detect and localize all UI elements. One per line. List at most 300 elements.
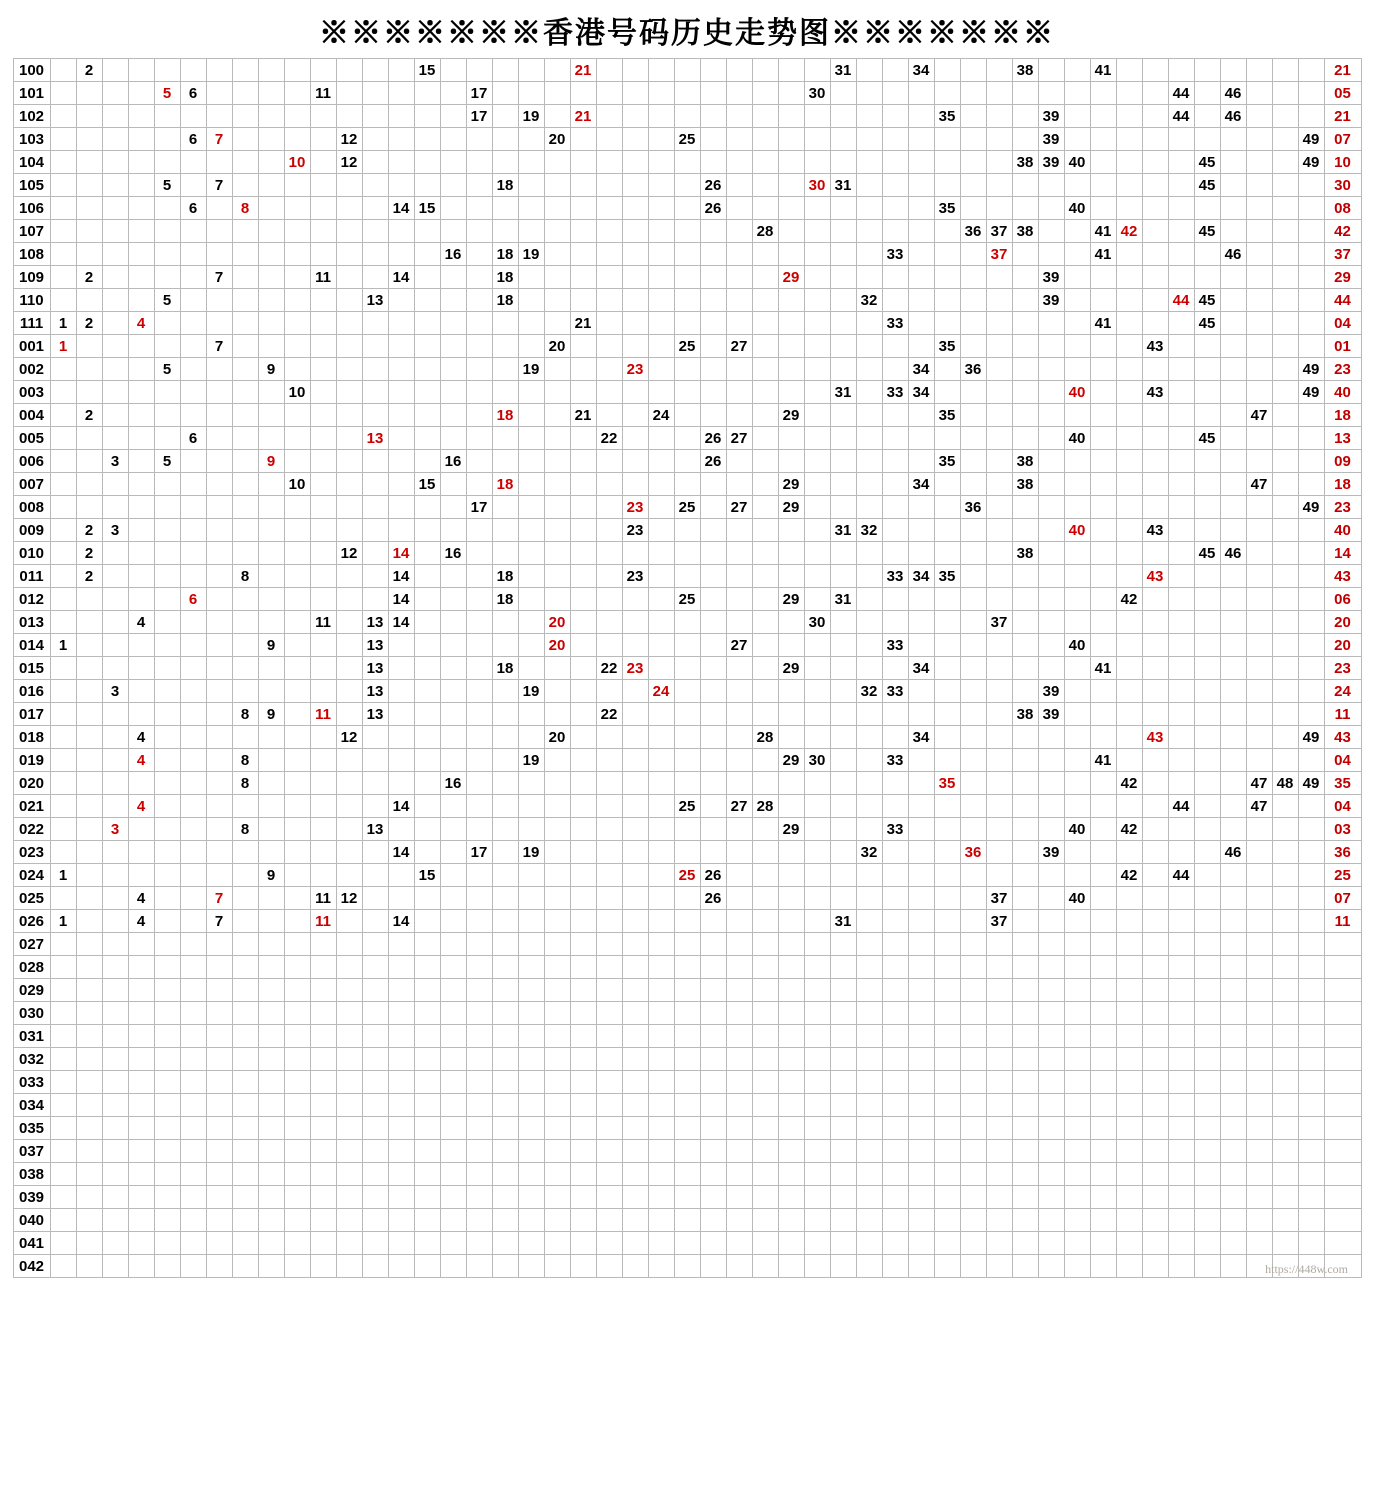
- row-result-value: 11: [1324, 703, 1361, 726]
- number-cell: [544, 887, 570, 910]
- number-cell: [492, 1002, 518, 1025]
- number-cell: [1090, 703, 1116, 726]
- number-cell: [1012, 588, 1038, 611]
- number-cell: [362, 105, 388, 128]
- row-period-label: 105: [13, 174, 50, 197]
- number-cell: [1116, 795, 1142, 818]
- number-cell: [1038, 404, 1064, 427]
- number-cell: [544, 1232, 570, 1255]
- number-cell: [804, 841, 830, 864]
- number-cell: [1142, 197, 1168, 220]
- row-result-value: 23: [1324, 496, 1361, 519]
- number-cell: [622, 749, 648, 772]
- number-cell: [596, 519, 622, 542]
- table-row: [13, 358, 1361, 381]
- number-cell: [284, 818, 310, 841]
- number-cell: [674, 381, 700, 404]
- number-cell: [180, 749, 206, 772]
- number-cell: [648, 174, 674, 197]
- number-cell: [1012, 335, 1038, 358]
- number-cell: [1298, 887, 1324, 910]
- number-cell: [414, 1048, 440, 1071]
- number-cell: [622, 864, 648, 887]
- row-result-value: [1324, 1071, 1361, 1094]
- number-cell: [206, 1163, 232, 1186]
- number-cell: [180, 519, 206, 542]
- number-cell: [674, 979, 700, 1002]
- number-cell: [1168, 772, 1194, 795]
- number-cell: [440, 565, 466, 588]
- number-cell: [128, 243, 154, 266]
- row-period-label: 022: [13, 818, 50, 841]
- number-cell: [1220, 588, 1246, 611]
- number-cell: [206, 565, 232, 588]
- number-cell: [1298, 795, 1324, 818]
- number-cell: [440, 519, 466, 542]
- number-cell: [362, 1232, 388, 1255]
- number-cell: [1116, 1140, 1142, 1163]
- number-cell: [960, 588, 986, 611]
- number-cell-marked: 8: [232, 703, 258, 726]
- number-cell: [570, 657, 596, 680]
- number-cell-marked: 21: [570, 105, 596, 128]
- number-cell: [76, 772, 102, 795]
- number-cell: [232, 726, 258, 749]
- number-cell: [1168, 59, 1194, 82]
- number-cell: [804, 197, 830, 220]
- number-cell: [674, 404, 700, 427]
- number-cell: [206, 1209, 232, 1232]
- number-cell: [570, 772, 596, 795]
- number-cell: [128, 266, 154, 289]
- number-cell: [50, 565, 76, 588]
- number-cell: [570, 381, 596, 404]
- number-cell: [1298, 657, 1324, 680]
- number-cell: [674, 680, 700, 703]
- number-cell: [362, 956, 388, 979]
- number-cell: [1246, 243, 1272, 266]
- number-cell: [1090, 795, 1116, 818]
- number-cell: [284, 772, 310, 795]
- number-cell: [544, 818, 570, 841]
- number-cell: [1142, 243, 1168, 266]
- number-cell: [804, 795, 830, 818]
- number-cell: [1090, 841, 1116, 864]
- number-cell-marked: 1: [50, 634, 76, 657]
- table-row: [13, 864, 1361, 887]
- number-cell: [804, 1255, 830, 1278]
- number-cell: [1168, 381, 1194, 404]
- number-cell-marked: 19: [518, 358, 544, 381]
- number-cell: [180, 818, 206, 841]
- number-cell: [284, 243, 310, 266]
- number-cell: [726, 887, 752, 910]
- number-cell: [336, 841, 362, 864]
- number-cell: [258, 473, 284, 496]
- number-cell: [518, 404, 544, 427]
- number-cell-marked: 44: [1168, 82, 1194, 105]
- number-cell: [388, 450, 414, 473]
- number-cell: [258, 657, 284, 680]
- number-cell: [50, 404, 76, 427]
- number-cell: [752, 680, 778, 703]
- number-cell: [76, 473, 102, 496]
- number-cell-marked: 49: [1298, 151, 1324, 174]
- number-cell: [1220, 1255, 1246, 1278]
- number-cell: [128, 1232, 154, 1255]
- number-cell: [908, 1048, 934, 1071]
- number-cell-marked: 20: [544, 611, 570, 634]
- number-cell: [440, 979, 466, 1002]
- number-cell: [440, 1094, 466, 1117]
- number-cell: [492, 1140, 518, 1163]
- number-cell: [414, 1094, 440, 1117]
- number-cell: [154, 1025, 180, 1048]
- number-cell: [284, 588, 310, 611]
- number-cell: [1194, 519, 1220, 542]
- number-cell-marked: 42: [1116, 220, 1142, 243]
- number-cell: [102, 358, 128, 381]
- number-cell: [440, 496, 466, 519]
- number-cell: [1298, 335, 1324, 358]
- row-period-label: 003: [13, 381, 50, 404]
- number-cell: [1246, 1140, 1272, 1163]
- number-cell: [778, 381, 804, 404]
- number-cell: [284, 404, 310, 427]
- number-cell: [648, 588, 674, 611]
- number-cell: [102, 335, 128, 358]
- number-cell: [336, 703, 362, 726]
- number-cell: [310, 174, 336, 197]
- number-cell: [492, 726, 518, 749]
- number-cell: [336, 381, 362, 404]
- number-cell: [310, 519, 336, 542]
- number-cell: [1142, 841, 1168, 864]
- number-cell: [1220, 1002, 1246, 1025]
- number-cell: [1246, 519, 1272, 542]
- number-cell: [1246, 542, 1272, 565]
- number-cell: [388, 519, 414, 542]
- number-cell: [1246, 1163, 1272, 1186]
- number-cell-marked: 14: [388, 542, 414, 565]
- number-cell: [362, 795, 388, 818]
- number-cell: [154, 979, 180, 1002]
- number-cell: [388, 933, 414, 956]
- number-cell: [258, 1209, 284, 1232]
- number-cell: [804, 1025, 830, 1048]
- number-cell: [1220, 496, 1246, 519]
- row-result-value: 06: [1324, 588, 1361, 611]
- number-cell: [622, 243, 648, 266]
- number-cell: [1064, 588, 1090, 611]
- number-cell: [882, 910, 908, 933]
- number-cell: [1038, 1209, 1064, 1232]
- number-cell: [466, 956, 492, 979]
- number-cell: [544, 105, 570, 128]
- number-cell: [570, 956, 596, 979]
- number-cell: [908, 542, 934, 565]
- number-cell: [1194, 680, 1220, 703]
- number-cell: [1064, 220, 1090, 243]
- row-period-label: 013: [13, 611, 50, 634]
- table-row: [13, 979, 1361, 1002]
- number-cell: [180, 933, 206, 956]
- row-result-value: 36: [1324, 841, 1361, 864]
- number-cell: [284, 956, 310, 979]
- number-cell: [362, 59, 388, 82]
- number-cell: [206, 634, 232, 657]
- number-cell-marked: 49: [1298, 358, 1324, 381]
- number-cell: [76, 1117, 102, 1140]
- number-cell: [596, 772, 622, 795]
- row-period-label: 107: [13, 220, 50, 243]
- number-cell: [232, 450, 258, 473]
- number-cell: [1090, 404, 1116, 427]
- number-cell-marked: 11: [310, 266, 336, 289]
- row-period-label: 011: [13, 565, 50, 588]
- number-cell: [336, 956, 362, 979]
- number-cell: [388, 887, 414, 910]
- number-cell: [76, 795, 102, 818]
- number-cell: [700, 910, 726, 933]
- number-cell: [492, 381, 518, 404]
- number-cell: [76, 381, 102, 404]
- number-cell: [180, 151, 206, 174]
- number-cell: [206, 473, 232, 496]
- number-cell: [622, 703, 648, 726]
- number-cell: [336, 266, 362, 289]
- number-cell: [466, 335, 492, 358]
- number-cell: [1272, 979, 1298, 1002]
- row-result-value: 04: [1324, 749, 1361, 772]
- number-cell: [50, 1025, 76, 1048]
- number-cell: [1116, 427, 1142, 450]
- number-cell: [492, 887, 518, 910]
- number-cell: [258, 841, 284, 864]
- number-cell: [388, 82, 414, 105]
- row-period-label: 110: [13, 289, 50, 312]
- number-cell: [986, 542, 1012, 565]
- number-cell: [544, 1002, 570, 1025]
- number-cell: [492, 703, 518, 726]
- number-cell: [310, 1255, 336, 1278]
- number-cell: [674, 1163, 700, 1186]
- number-cell: [1142, 657, 1168, 680]
- number-cell: [284, 1094, 310, 1117]
- number-cell: [76, 588, 102, 611]
- number-cell: [414, 220, 440, 243]
- number-cell: [414, 174, 440, 197]
- number-cell: [414, 657, 440, 680]
- number-cell-marked: 46: [1220, 243, 1246, 266]
- number-cell: [1142, 680, 1168, 703]
- number-cell: [648, 335, 674, 358]
- number-cell: [180, 910, 206, 933]
- number-cell: [726, 266, 752, 289]
- number-cell: [518, 1117, 544, 1140]
- number-cell: [544, 1255, 570, 1278]
- number-cell: [622, 910, 648, 933]
- number-cell: [336, 1094, 362, 1117]
- number-cell: [596, 749, 622, 772]
- row-period-label: 010: [13, 542, 50, 565]
- number-cell: [960, 335, 986, 358]
- number-cell: [206, 680, 232, 703]
- number-cell: [206, 726, 232, 749]
- number-cell: [1064, 1255, 1090, 1278]
- number-cell: [804, 450, 830, 473]
- number-cell: [518, 381, 544, 404]
- number-cell: [934, 864, 960, 887]
- number-cell-marked: 44: [1168, 105, 1194, 128]
- number-cell-marked: 44: [1168, 289, 1194, 312]
- number-cell: [1116, 611, 1142, 634]
- number-cell: [804, 772, 830, 795]
- table-row: [13, 404, 1361, 427]
- row-period-label: 027: [13, 933, 50, 956]
- number-cell: [908, 105, 934, 128]
- number-cell-marked: 35: [934, 404, 960, 427]
- row-result-value: 09: [1324, 450, 1361, 473]
- number-cell: [102, 542, 128, 565]
- number-cell: [76, 105, 102, 128]
- number-cell: [1194, 335, 1220, 358]
- number-cell: [778, 59, 804, 82]
- number-cell: [1090, 910, 1116, 933]
- number-cell-marked: 38: [1012, 450, 1038, 473]
- number-cell: [284, 450, 310, 473]
- number-cell: [102, 1140, 128, 1163]
- number-cell: [544, 1094, 570, 1117]
- number-cell: [960, 1232, 986, 1255]
- number-cell: [856, 1232, 882, 1255]
- number-cell: [570, 1002, 596, 1025]
- number-cell: [258, 933, 284, 956]
- number-cell: [258, 611, 284, 634]
- number-cell: [336, 404, 362, 427]
- number-cell: [830, 358, 856, 381]
- row-period-label: 002: [13, 358, 50, 381]
- number-cell: [752, 818, 778, 841]
- number-cell: [492, 956, 518, 979]
- number-cell: [1038, 174, 1064, 197]
- number-cell: [934, 657, 960, 680]
- number-cell: [1038, 496, 1064, 519]
- number-cell: [1064, 1048, 1090, 1071]
- number-cell: [1298, 266, 1324, 289]
- number-cell: [1168, 749, 1194, 772]
- number-cell: [154, 910, 180, 933]
- number-cell: [804, 519, 830, 542]
- number-cell: [128, 818, 154, 841]
- table-row: [13, 1209, 1361, 1232]
- number-cell: [206, 1140, 232, 1163]
- number-cell: [778, 680, 804, 703]
- number-cell-marked: 29: [778, 588, 804, 611]
- number-cell: [1116, 979, 1142, 1002]
- number-cell: [440, 82, 466, 105]
- number-cell: [102, 473, 128, 496]
- number-cell: [258, 772, 284, 795]
- number-cell: [232, 128, 258, 151]
- number-cell: [778, 726, 804, 749]
- number-cell: [1194, 128, 1220, 151]
- number-cell: [492, 1117, 518, 1140]
- number-cell: [1116, 565, 1142, 588]
- number-cell: [570, 1255, 596, 1278]
- number-cell: [440, 1071, 466, 1094]
- number-cell: [388, 772, 414, 795]
- number-cell-marked: 2: [76, 404, 102, 427]
- number-cell: [726, 519, 752, 542]
- number-cell: [752, 427, 778, 450]
- number-cell: [544, 151, 570, 174]
- number-cell: [128, 772, 154, 795]
- number-cell: [882, 174, 908, 197]
- number-cell: [960, 864, 986, 887]
- number-cell: [440, 1209, 466, 1232]
- number-cell: [50, 1094, 76, 1117]
- number-cell: [1298, 1186, 1324, 1209]
- number-cell: [336, 910, 362, 933]
- number-cell-marked: 25: [674, 128, 700, 151]
- number-cell: [414, 588, 440, 611]
- number-cell: [440, 864, 466, 887]
- row-result-value: [1324, 1048, 1361, 1071]
- number-cell: [518, 1232, 544, 1255]
- number-cell: [648, 1094, 674, 1117]
- number-cell: [544, 749, 570, 772]
- number-cell: [518, 887, 544, 910]
- number-cell: [336, 864, 362, 887]
- number-cell: [1246, 427, 1272, 450]
- number-cell: [232, 887, 258, 910]
- number-cell: [622, 151, 648, 174]
- row-result-value: 40: [1324, 381, 1361, 404]
- number-cell: [544, 358, 570, 381]
- number-cell: [466, 1071, 492, 1094]
- number-cell: [50, 358, 76, 381]
- number-cell-marked: 13: [362, 818, 388, 841]
- number-cell: [1012, 1255, 1038, 1278]
- number-cell: [232, 933, 258, 956]
- number-cell: [466, 404, 492, 427]
- number-cell: [856, 634, 882, 657]
- number-cell: [544, 841, 570, 864]
- number-cell: [1298, 703, 1324, 726]
- number-cell: [414, 795, 440, 818]
- number-cell: [882, 864, 908, 887]
- number-cell-marked: 34: [908, 381, 934, 404]
- number-cell: [674, 427, 700, 450]
- number-cell: [362, 1117, 388, 1140]
- number-cell: [336, 979, 362, 1002]
- number-cell: [1038, 427, 1064, 450]
- number-cell: [1272, 266, 1298, 289]
- number-cell: [544, 956, 570, 979]
- number-cell: [1220, 910, 1246, 933]
- number-cell: [752, 59, 778, 82]
- number-cell: [362, 979, 388, 1002]
- number-cell: [804, 312, 830, 335]
- number-cell: [128, 289, 154, 312]
- number-cell: [414, 519, 440, 542]
- number-cell: [804, 979, 830, 1002]
- number-cell: [102, 634, 128, 657]
- number-cell: [388, 956, 414, 979]
- number-cell: [1090, 1048, 1116, 1071]
- number-cell: [1220, 1071, 1246, 1094]
